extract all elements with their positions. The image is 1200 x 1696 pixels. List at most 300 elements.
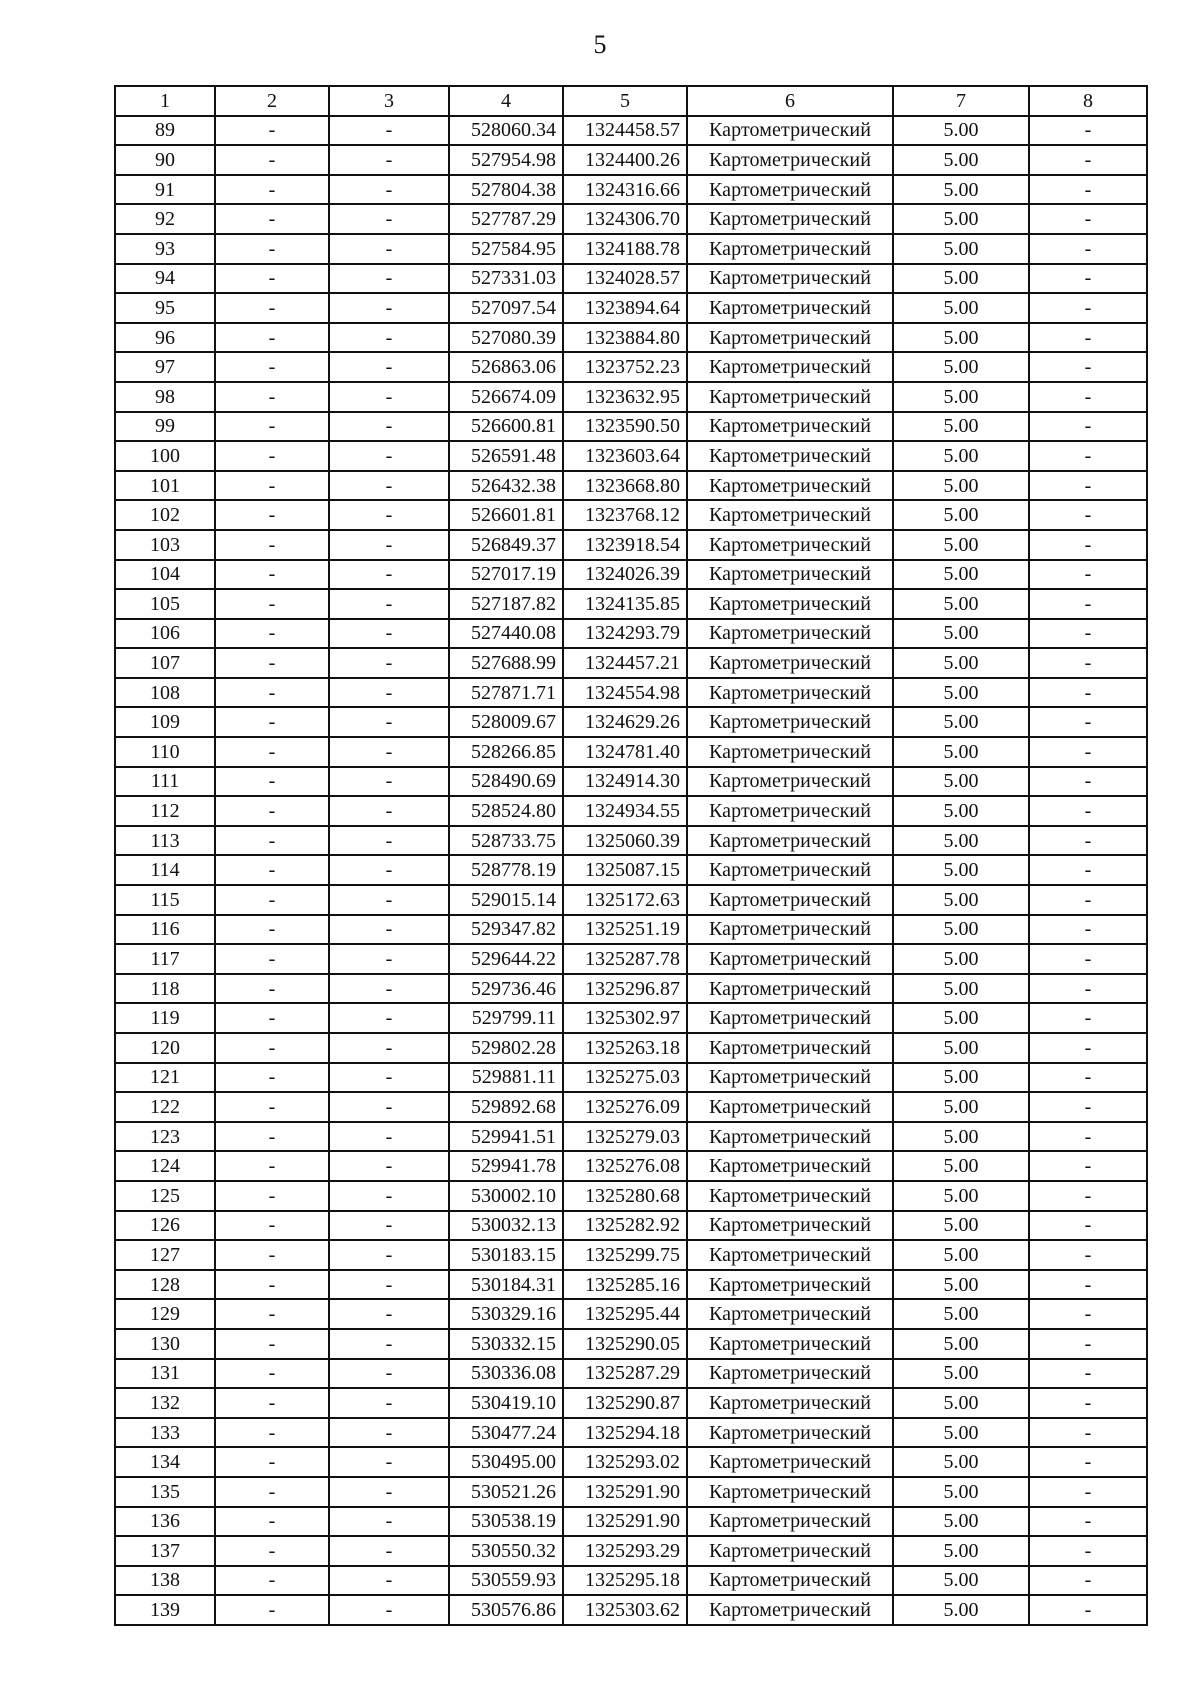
col3-value-cell: - — [329, 412, 449, 442]
col8-value-cell: - — [1029, 530, 1147, 560]
col3-value-cell: - — [329, 1536, 449, 1566]
col2-value-cell: - — [215, 382, 329, 412]
accuracy-cell: 5.00 — [893, 412, 1029, 442]
col3-value-cell: - — [329, 589, 449, 619]
x-coordinate-cell: 526591.48 — [449, 441, 563, 471]
accuracy-cell: 5.00 — [893, 1122, 1029, 1152]
x-coordinate-cell: 529644.22 — [449, 944, 563, 974]
accuracy-cell: 5.00 — [893, 1477, 1029, 1507]
col2-value-cell: - — [215, 1122, 329, 1152]
table-row — [115, 234, 1147, 264]
method-cell: Картометрический — [687, 352, 893, 382]
y-coordinate-cell: 1325172.63 — [563, 885, 687, 915]
method-cell: Картометрический — [687, 234, 893, 264]
accuracy-cell: 5.00 — [893, 352, 1029, 382]
method-cell: Картометрический — [687, 204, 893, 234]
point-number-cell: 124 — [115, 1151, 215, 1181]
col2-value-cell: - — [215, 116, 329, 146]
point-number-cell: 139 — [115, 1595, 215, 1625]
accuracy-cell: 5.00 — [893, 471, 1029, 501]
y-coordinate-cell: 1325263.18 — [563, 1033, 687, 1063]
y-coordinate-cell: 1324934.55 — [563, 796, 687, 826]
table-row — [115, 382, 1147, 412]
x-coordinate-cell: 529881.11 — [449, 1063, 563, 1093]
col3-value-cell: - — [329, 737, 449, 767]
col2-value-cell: - — [215, 1299, 329, 1329]
y-coordinate-cell: 1324028.57 — [563, 264, 687, 294]
col2-value-cell: - — [215, 1240, 329, 1270]
x-coordinate-cell: 530002.10 — [449, 1181, 563, 1211]
col3-value-cell: - — [329, 1477, 449, 1507]
accuracy-cell: 5.00 — [893, 560, 1029, 590]
table-row — [115, 204, 1147, 234]
col2-value-cell: - — [215, 471, 329, 501]
col3-value-cell: - — [329, 1003, 449, 1033]
y-coordinate-cell: 1324306.70 — [563, 204, 687, 234]
method-cell: Картометрический — [687, 1211, 893, 1241]
col2-value-cell: - — [215, 1211, 329, 1241]
y-coordinate-cell: 1325282.92 — [563, 1211, 687, 1241]
y-coordinate-cell: 1324629.26 — [563, 707, 687, 737]
table-row — [115, 619, 1147, 649]
col3-value-cell: - — [329, 234, 449, 264]
table-header — [115, 86, 1147, 116]
method-cell: Картометрический — [687, 412, 893, 442]
accuracy-cell: 5.00 — [893, 1418, 1029, 1448]
y-coordinate-cell: 1325299.75 — [563, 1240, 687, 1270]
y-coordinate-cell: 1324188.78 — [563, 234, 687, 264]
col3-value-cell: - — [329, 352, 449, 382]
x-coordinate-cell: 529736.46 — [449, 974, 563, 1004]
accuracy-cell: 5.00 — [893, 678, 1029, 708]
method-cell: Картометрический — [687, 116, 893, 146]
col3-value-cell: - — [329, 1151, 449, 1181]
y-coordinate-cell: 1325275.03 — [563, 1063, 687, 1093]
method-cell: Картометрический — [687, 1240, 893, 1270]
method-cell: Картометрический — [687, 293, 893, 323]
col2-value-cell: - — [215, 1033, 329, 1063]
col8-value-cell: - — [1029, 1447, 1147, 1477]
y-coordinate-cell: 1324026.39 — [563, 560, 687, 590]
accuracy-cell: 5.00 — [893, 737, 1029, 767]
table-row — [115, 885, 1147, 915]
point-number-cell: 105 — [115, 589, 215, 619]
col3-value-cell: - — [329, 1240, 449, 1270]
col3-value-cell: - — [329, 1388, 449, 1418]
table-row — [115, 293, 1147, 323]
method-cell: Картометрический — [687, 589, 893, 619]
column-header-7: 7 — [893, 86, 1029, 116]
col8-value-cell: - — [1029, 264, 1147, 294]
col8-value-cell: - — [1029, 1388, 1147, 1418]
method-cell: Картометрический — [687, 1507, 893, 1537]
accuracy-cell: 5.00 — [893, 885, 1029, 915]
table-row — [115, 1595, 1147, 1625]
col8-value-cell: - — [1029, 560, 1147, 590]
col2-value-cell: - — [215, 707, 329, 737]
accuracy-cell: 5.00 — [893, 589, 1029, 619]
method-cell: Картометрический — [687, 1388, 893, 1418]
accuracy-cell: 5.00 — [893, 707, 1029, 737]
col2-value-cell: - — [215, 1536, 329, 1566]
col2-value-cell: - — [215, 560, 329, 590]
point-number-cell: 120 — [115, 1033, 215, 1063]
col2-value-cell: - — [215, 944, 329, 974]
table-row — [115, 116, 1147, 146]
table-row — [115, 323, 1147, 353]
col3-value-cell: - — [329, 1359, 449, 1389]
col3-value-cell: - — [329, 796, 449, 826]
point-number-cell: 98 — [115, 382, 215, 412]
x-coordinate-cell: 529892.68 — [449, 1092, 563, 1122]
point-number-cell: 131 — [115, 1359, 215, 1389]
col8-value-cell: - — [1029, 648, 1147, 678]
col8-value-cell: - — [1029, 1122, 1147, 1152]
col2-value-cell: - — [215, 974, 329, 1004]
x-coordinate-cell: 530495.00 — [449, 1447, 563, 1477]
col8-value-cell: - — [1029, 737, 1147, 767]
x-coordinate-cell: 530184.31 — [449, 1270, 563, 1300]
col8-value-cell: - — [1029, 1033, 1147, 1063]
x-coordinate-cell: 528524.80 — [449, 796, 563, 826]
col2-value-cell: - — [215, 175, 329, 205]
table-row — [115, 796, 1147, 826]
table-row — [115, 352, 1147, 382]
y-coordinate-cell: 1325293.02 — [563, 1447, 687, 1477]
point-number-cell: 119 — [115, 1003, 215, 1033]
col3-value-cell: - — [329, 1033, 449, 1063]
table-row — [115, 1092, 1147, 1122]
method-cell: Картометрический — [687, 1122, 893, 1152]
point-number-cell: 136 — [115, 1507, 215, 1537]
accuracy-cell: 5.00 — [893, 441, 1029, 471]
point-number-cell: 93 — [115, 234, 215, 264]
col2-value-cell: - — [215, 1418, 329, 1448]
col8-value-cell: - — [1029, 441, 1147, 471]
table-row — [115, 974, 1147, 1004]
y-coordinate-cell: 1325287.78 — [563, 944, 687, 974]
point-number-cell: 111 — [115, 767, 215, 797]
point-number-cell: 130 — [115, 1329, 215, 1359]
col2-value-cell: - — [215, 826, 329, 856]
col3-value-cell: - — [329, 530, 449, 560]
table-row — [115, 1477, 1147, 1507]
col3-value-cell: - — [329, 1063, 449, 1093]
accuracy-cell: 5.00 — [893, 1359, 1029, 1389]
col2-value-cell: - — [215, 1329, 329, 1359]
table-row — [115, 1122, 1147, 1152]
method-cell: Картометрический — [687, 471, 893, 501]
x-coordinate-cell: 527804.38 — [449, 175, 563, 205]
column-header-6: 6 — [687, 86, 893, 116]
point-number-cell: 123 — [115, 1122, 215, 1152]
method-cell: Картометрический — [687, 441, 893, 471]
x-coordinate-cell: 530032.13 — [449, 1211, 563, 1241]
col2-value-cell: - — [215, 323, 329, 353]
col3-value-cell: - — [329, 974, 449, 1004]
y-coordinate-cell: 1325290.05 — [563, 1329, 687, 1359]
table-row — [115, 1359, 1147, 1389]
y-coordinate-cell: 1325285.16 — [563, 1270, 687, 1300]
point-number-cell: 101 — [115, 471, 215, 501]
table-row — [115, 1329, 1147, 1359]
table-row — [115, 412, 1147, 442]
method-cell: Картометрический — [687, 1477, 893, 1507]
x-coordinate-cell: 526600.81 — [449, 412, 563, 442]
col8-value-cell: - — [1029, 619, 1147, 649]
y-coordinate-cell: 1325276.08 — [563, 1151, 687, 1181]
table-row — [115, 1536, 1147, 1566]
y-coordinate-cell: 1325295.44 — [563, 1299, 687, 1329]
method-cell: Картометрический — [687, 382, 893, 412]
x-coordinate-cell: 530521.26 — [449, 1477, 563, 1507]
col2-value-cell: - — [215, 412, 329, 442]
col2-value-cell: - — [215, 1003, 329, 1033]
accuracy-cell: 5.00 — [893, 1181, 1029, 1211]
col3-value-cell: - — [329, 500, 449, 530]
col8-value-cell: - — [1029, 1595, 1147, 1625]
col2-value-cell: - — [215, 855, 329, 885]
method-cell: Картометрический — [687, 974, 893, 1004]
col3-value-cell: - — [329, 1595, 449, 1625]
point-number-cell: 100 — [115, 441, 215, 471]
accuracy-cell: 5.00 — [893, 323, 1029, 353]
method-cell: Картометрический — [687, 826, 893, 856]
col3-value-cell: - — [329, 175, 449, 205]
x-coordinate-cell: 530183.15 — [449, 1240, 563, 1270]
col3-value-cell: - — [329, 1329, 449, 1359]
point-number-cell: 117 — [115, 944, 215, 974]
column-header-8: 8 — [1029, 86, 1147, 116]
col3-value-cell: - — [329, 1447, 449, 1477]
accuracy-cell: 5.00 — [893, 175, 1029, 205]
y-coordinate-cell: 1323590.50 — [563, 412, 687, 442]
col8-value-cell: - — [1029, 234, 1147, 264]
col8-value-cell: - — [1029, 974, 1147, 1004]
point-number-cell: 92 — [115, 204, 215, 234]
col3-value-cell: - — [329, 1181, 449, 1211]
col3-value-cell: - — [329, 944, 449, 974]
accuracy-cell: 5.00 — [893, 1388, 1029, 1418]
col2-value-cell: - — [215, 264, 329, 294]
x-coordinate-cell: 529802.28 — [449, 1033, 563, 1063]
col8-value-cell: - — [1029, 944, 1147, 974]
col8-value-cell: - — [1029, 767, 1147, 797]
accuracy-cell: 5.00 — [893, 264, 1029, 294]
column-header-5: 5 — [563, 86, 687, 116]
accuracy-cell: 5.00 — [893, 1092, 1029, 1122]
y-coordinate-cell: 1324458.57 — [563, 116, 687, 146]
col8-value-cell: - — [1029, 678, 1147, 708]
method-cell: Картометрический — [687, 1003, 893, 1033]
method-cell: Картометрический — [687, 560, 893, 590]
y-coordinate-cell: 1324135.85 — [563, 589, 687, 619]
method-cell: Картометрический — [687, 619, 893, 649]
point-number-cell: 133 — [115, 1418, 215, 1448]
col8-value-cell: - — [1029, 352, 1147, 382]
accuracy-cell: 5.00 — [893, 944, 1029, 974]
accuracy-cell: 5.00 — [893, 1329, 1029, 1359]
col8-value-cell: - — [1029, 1181, 1147, 1211]
accuracy-cell: 5.00 — [893, 293, 1029, 323]
point-number-cell: 99 — [115, 412, 215, 442]
col3-value-cell: - — [329, 915, 449, 945]
col8-value-cell: - — [1029, 1003, 1147, 1033]
col8-value-cell: - — [1029, 471, 1147, 501]
x-coordinate-cell: 528778.19 — [449, 855, 563, 885]
table-row — [115, 1240, 1147, 1270]
col8-value-cell: - — [1029, 323, 1147, 353]
col8-value-cell: - — [1029, 293, 1147, 323]
method-cell: Картометрический — [687, 175, 893, 205]
point-number-cell: 91 — [115, 175, 215, 205]
col3-value-cell: - — [329, 560, 449, 590]
x-coordinate-cell: 527097.54 — [449, 293, 563, 323]
accuracy-cell: 5.00 — [893, 204, 1029, 234]
x-coordinate-cell: 527187.82 — [449, 589, 563, 619]
method-cell: Картометрический — [687, 500, 893, 530]
point-number-cell: 94 — [115, 264, 215, 294]
y-coordinate-cell: 1324316.66 — [563, 175, 687, 205]
col2-value-cell: - — [215, 293, 329, 323]
col2-value-cell: - — [215, 1151, 329, 1181]
accuracy-cell: 5.00 — [893, 1299, 1029, 1329]
x-coordinate-cell: 526432.38 — [449, 471, 563, 501]
x-coordinate-cell: 530336.08 — [449, 1359, 563, 1389]
x-coordinate-cell: 527017.19 — [449, 560, 563, 590]
col2-value-cell: - — [215, 1507, 329, 1537]
method-cell: Картометрический — [687, 707, 893, 737]
table-row — [115, 767, 1147, 797]
method-cell: Картометрический — [687, 145, 893, 175]
table-row — [115, 560, 1147, 590]
point-number-cell: 89 — [115, 116, 215, 146]
col8-value-cell: - — [1029, 855, 1147, 885]
table-row — [115, 1566, 1147, 1596]
accuracy-cell: 5.00 — [893, 530, 1029, 560]
table-row — [115, 175, 1147, 205]
col2-value-cell: - — [215, 1270, 329, 1300]
y-coordinate-cell: 1325291.90 — [563, 1507, 687, 1537]
col3-value-cell: - — [329, 382, 449, 412]
accuracy-cell: 5.00 — [893, 145, 1029, 175]
col8-value-cell: - — [1029, 1240, 1147, 1270]
col2-value-cell: - — [215, 500, 329, 530]
point-number-cell: 128 — [115, 1270, 215, 1300]
y-coordinate-cell: 1325291.90 — [563, 1477, 687, 1507]
method-cell: Картометрический — [687, 530, 893, 560]
x-coordinate-cell: 526674.09 — [449, 382, 563, 412]
accuracy-cell: 5.00 — [893, 1270, 1029, 1300]
accuracy-cell: 5.00 — [893, 1003, 1029, 1033]
table-row — [115, 1507, 1147, 1537]
point-number-cell: 103 — [115, 530, 215, 560]
table-row — [115, 1033, 1147, 1063]
accuracy-cell: 5.00 — [893, 796, 1029, 826]
x-coordinate-cell: 527787.29 — [449, 204, 563, 234]
table-row — [115, 441, 1147, 471]
col2-value-cell: - — [215, 1388, 329, 1418]
method-cell: Картометрический — [687, 323, 893, 353]
x-coordinate-cell: 530559.93 — [449, 1566, 563, 1596]
col3-value-cell: - — [329, 678, 449, 708]
table-row — [115, 678, 1147, 708]
table-row — [115, 1388, 1147, 1418]
col3-value-cell: - — [329, 1122, 449, 1152]
point-number-cell: 118 — [115, 974, 215, 1004]
accuracy-cell: 5.00 — [893, 648, 1029, 678]
col2-value-cell: - — [215, 767, 329, 797]
method-cell: Картометрический — [687, 648, 893, 678]
x-coordinate-cell: 529015.14 — [449, 885, 563, 915]
point-number-cell: 134 — [115, 1447, 215, 1477]
method-cell: Картометрический — [687, 1595, 893, 1625]
col2-value-cell: - — [215, 1063, 329, 1093]
method-cell: Картометрический — [687, 1151, 893, 1181]
col8-value-cell: - — [1029, 1092, 1147, 1122]
x-coordinate-cell: 527688.99 — [449, 648, 563, 678]
col3-value-cell: - — [329, 145, 449, 175]
method-cell: Картометрический — [687, 944, 893, 974]
col2-value-cell: - — [215, 1566, 329, 1596]
x-coordinate-cell: 528060.34 — [449, 116, 563, 146]
x-coordinate-cell: 529941.78 — [449, 1151, 563, 1181]
table-row — [115, 1447, 1147, 1477]
accuracy-cell: 5.00 — [893, 1447, 1029, 1477]
col8-value-cell: - — [1029, 1211, 1147, 1241]
x-coordinate-cell: 530419.10 — [449, 1388, 563, 1418]
table-row — [115, 648, 1147, 678]
accuracy-cell: 5.00 — [893, 1151, 1029, 1181]
accuracy-cell: 5.00 — [893, 1507, 1029, 1537]
y-coordinate-cell: 1324914.30 — [563, 767, 687, 797]
point-number-cell: 116 — [115, 915, 215, 945]
accuracy-cell: 5.00 — [893, 1033, 1029, 1063]
y-coordinate-cell: 1325294.18 — [563, 1418, 687, 1448]
col3-value-cell: - — [329, 1418, 449, 1448]
col2-value-cell: - — [215, 885, 329, 915]
x-coordinate-cell: 527871.71 — [449, 678, 563, 708]
y-coordinate-cell: 1325303.62 — [563, 1595, 687, 1625]
col8-value-cell: - — [1029, 1536, 1147, 1566]
col8-value-cell: - — [1029, 1151, 1147, 1181]
table-row — [115, 1181, 1147, 1211]
method-cell: Картометрический — [687, 1329, 893, 1359]
x-coordinate-cell: 527080.39 — [449, 323, 563, 353]
table-row — [115, 1418, 1147, 1448]
table-row — [115, 1211, 1147, 1241]
x-coordinate-cell: 529799.11 — [449, 1003, 563, 1033]
col2-value-cell: - — [215, 1447, 329, 1477]
col2-value-cell: - — [215, 1181, 329, 1211]
accuracy-cell: 5.00 — [893, 1595, 1029, 1625]
col3-value-cell: - — [329, 707, 449, 737]
method-cell: Картометрический — [687, 1299, 893, 1329]
point-number-cell: 109 — [115, 707, 215, 737]
col3-value-cell: - — [329, 1270, 449, 1300]
method-cell: Картометрический — [687, 1359, 893, 1389]
col2-value-cell: - — [215, 678, 329, 708]
y-coordinate-cell: 1325251.19 — [563, 915, 687, 945]
y-coordinate-cell: 1325276.09 — [563, 1092, 687, 1122]
col2-value-cell: - — [215, 145, 329, 175]
col8-value-cell: - — [1029, 1329, 1147, 1359]
col8-value-cell: - — [1029, 175, 1147, 205]
col3-value-cell: - — [329, 441, 449, 471]
column-header-4: 4 — [449, 86, 563, 116]
table-row — [115, 1299, 1147, 1329]
accuracy-cell: 5.00 — [893, 1240, 1029, 1270]
